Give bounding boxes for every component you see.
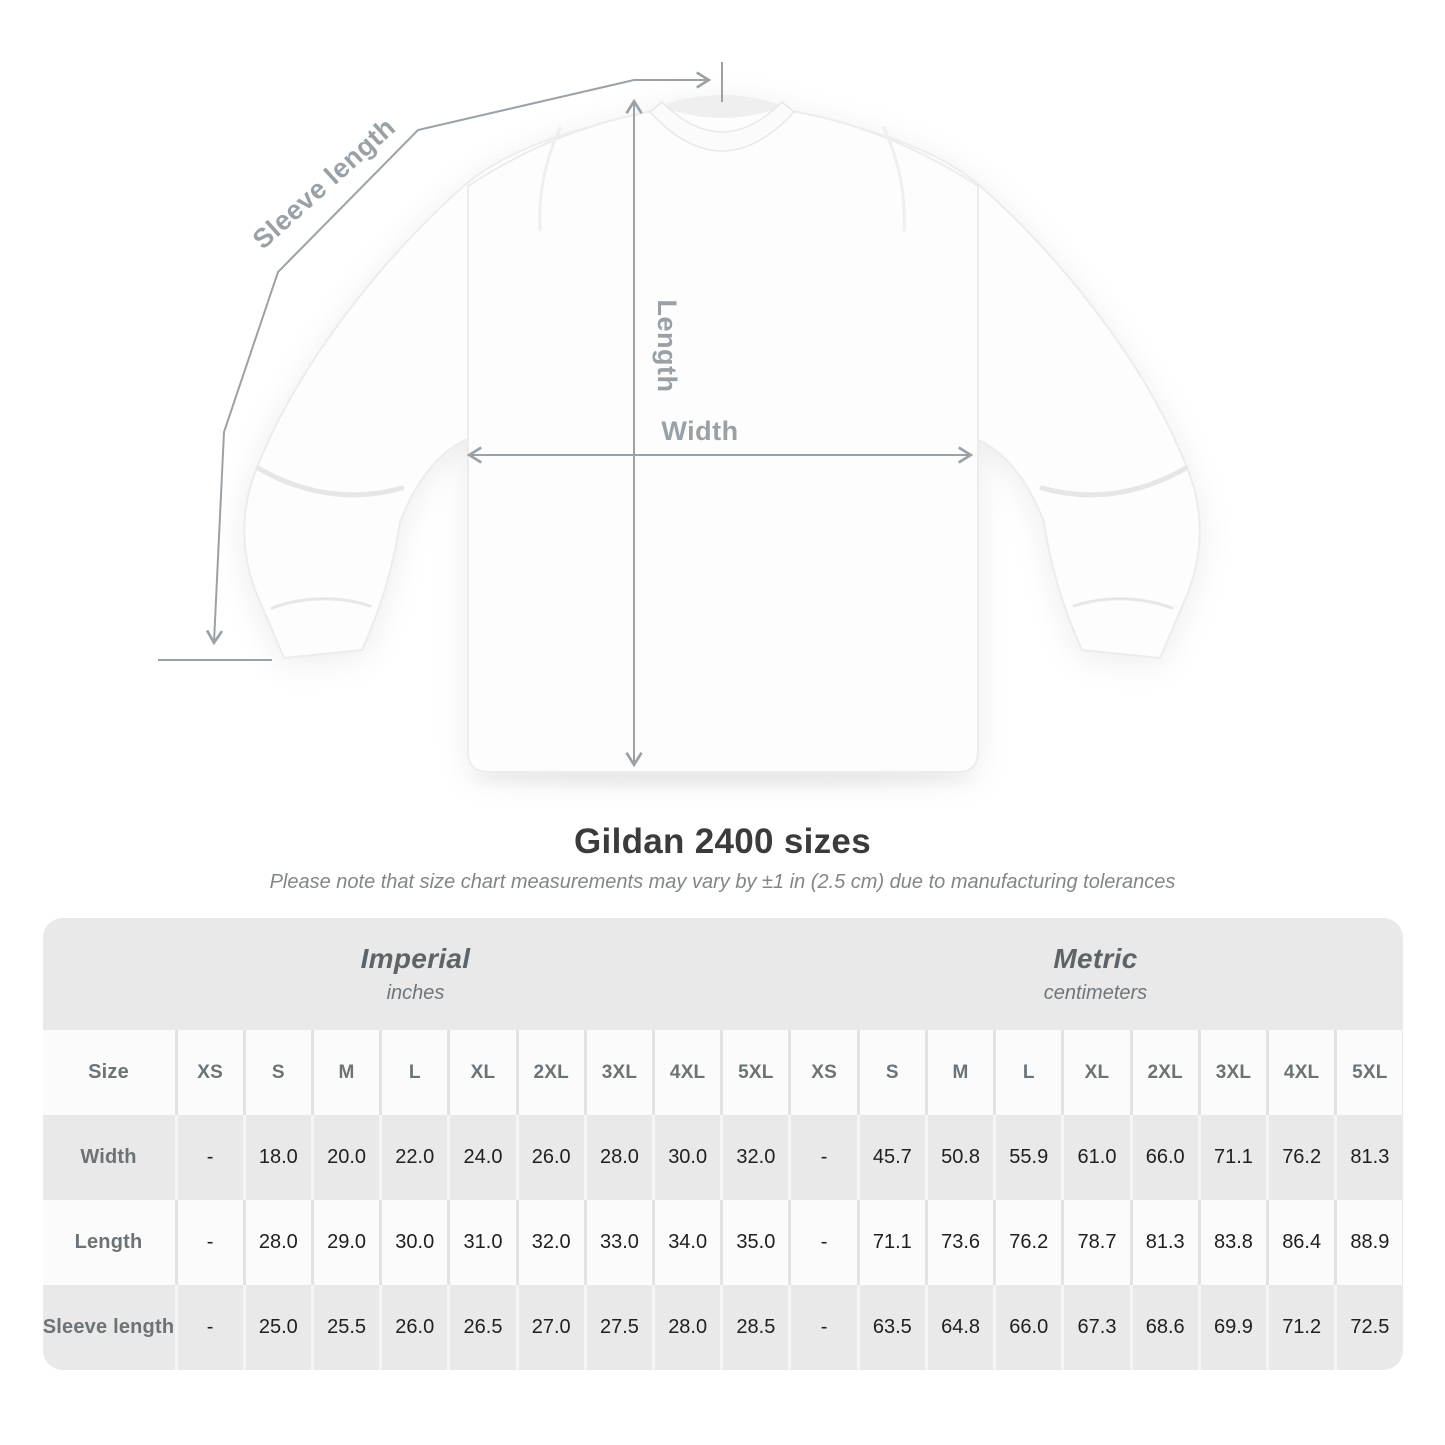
- value-cell: 33.0: [584, 1200, 652, 1285]
- value-cell: 88.9: [1334, 1200, 1402, 1285]
- size-header-cell: 4XL: [652, 1030, 720, 1115]
- value-cell: 32.0: [516, 1200, 584, 1285]
- metric-header-unit: centimeters: [1043, 982, 1148, 1004]
- size-header-cell: L: [379, 1030, 447, 1115]
- value-cell: 45.7: [857, 1115, 925, 1200]
- value-cell: 24.0: [447, 1115, 515, 1200]
- value-cell: 71.2: [1266, 1285, 1334, 1370]
- value-cell: 27.0: [516, 1285, 584, 1370]
- value-cell: 26.5: [447, 1285, 515, 1370]
- size-header-cell: 5XL: [720, 1030, 788, 1115]
- size-header-cell: M: [925, 1030, 993, 1115]
- value-cell: 32.0: [720, 1115, 788, 1200]
- value-cell: 25.0: [243, 1285, 311, 1370]
- value-cell: 30.0: [379, 1200, 447, 1285]
- size-header-cell: M: [311, 1030, 379, 1115]
- value-cell: 28.5: [720, 1285, 788, 1370]
- page-title: Gildan 2400 sizes: [574, 822, 871, 861]
- value-cell: 28.0: [584, 1115, 652, 1200]
- size-table: [43, 918, 1403, 1370]
- size-header-cell: 4XL: [1266, 1030, 1334, 1115]
- value-cell: -: [175, 1285, 243, 1370]
- value-cell: 86.4: [1266, 1200, 1334, 1285]
- value-cell: -: [788, 1285, 856, 1370]
- size-header-cell: XS: [788, 1030, 856, 1115]
- value-cell: 28.0: [243, 1200, 311, 1285]
- value-cell: 35.0: [720, 1200, 788, 1285]
- value-cell: 29.0: [311, 1200, 379, 1285]
- value-cell: 55.9: [993, 1115, 1061, 1200]
- value-cell: -: [175, 1115, 243, 1200]
- value-cell: -: [788, 1115, 856, 1200]
- value-cell: 61.0: [1061, 1115, 1129, 1200]
- value-cell: 73.6: [925, 1200, 993, 1285]
- metric-header: [788, 918, 1402, 1030]
- value-cell: 71.1: [1198, 1115, 1266, 1200]
- size-header-cell: S: [243, 1030, 311, 1115]
- value-cell: 68.6: [1130, 1285, 1198, 1370]
- value-cell: -: [788, 1200, 856, 1285]
- size-header-cell: S: [857, 1030, 925, 1115]
- size-header-cell: L: [993, 1030, 1061, 1115]
- size-header-cell: 2XL: [516, 1030, 584, 1115]
- value-cell: 63.5: [857, 1285, 925, 1370]
- size-header-cell: 5XL: [1334, 1030, 1402, 1115]
- width-label: Width: [661, 416, 739, 446]
- value-cell: 18.0: [243, 1115, 311, 1200]
- value-cell: 78.7: [1061, 1200, 1129, 1285]
- row-label: Length: [43, 1200, 175, 1285]
- size-column-header: Size: [43, 1030, 175, 1115]
- value-cell: 31.0: [447, 1200, 515, 1285]
- value-cell: 26.0: [379, 1285, 447, 1370]
- value-cell: 64.8: [925, 1285, 993, 1370]
- value-cell: 69.9: [1198, 1285, 1266, 1370]
- value-cell: 26.0: [516, 1115, 584, 1200]
- size-header-cell: XL: [1061, 1030, 1129, 1115]
- size-header-cell: XL: [447, 1030, 515, 1115]
- value-cell: 67.3: [1061, 1285, 1129, 1370]
- imperial-header-title: Imperial: [360, 943, 471, 974]
- value-cell: 66.0: [993, 1285, 1061, 1370]
- row-label: Width: [43, 1115, 175, 1200]
- value-cell: 81.3: [1334, 1115, 1402, 1200]
- sleeve-length-label: Sleeve length: [246, 111, 402, 255]
- value-cell: 22.0: [379, 1115, 447, 1200]
- value-cell: 34.0: [652, 1200, 720, 1285]
- size-header-cell: XS: [175, 1030, 243, 1115]
- value-cell: 71.1: [857, 1200, 925, 1285]
- imperial-header-unit: inches: [386, 982, 445, 1004]
- metric-header-title: Metric: [1053, 943, 1138, 974]
- value-cell: 76.2: [1266, 1115, 1334, 1200]
- size-header-cell: 3XL: [584, 1030, 652, 1115]
- value-cell: 81.3: [1130, 1200, 1198, 1285]
- value-cell: 76.2: [993, 1200, 1061, 1285]
- value-cell: 72.5: [1334, 1285, 1402, 1370]
- value-cell: -: [175, 1200, 243, 1285]
- value-cell: 83.8: [1198, 1200, 1266, 1285]
- value-cell: 28.0: [652, 1285, 720, 1370]
- value-cell: 27.5: [584, 1285, 652, 1370]
- value-cell: 50.8: [925, 1115, 993, 1200]
- length-label: Length: [652, 299, 682, 393]
- value-cell: 25.5: [311, 1285, 379, 1370]
- value-cell: 20.0: [311, 1115, 379, 1200]
- value-cell: 30.0: [652, 1115, 720, 1200]
- size-header-cell: 3XL: [1198, 1030, 1266, 1115]
- size-header-cell: 2XL: [1130, 1030, 1198, 1115]
- imperial-header: [43, 918, 789, 1030]
- value-cell: 66.0: [1130, 1115, 1198, 1200]
- row-label: Sleeve length: [43, 1285, 175, 1370]
- tolerance-note: Please note that size chart measurements may vary by ±1 in (2.5 cm) due to manufacturing tolerances: [269, 871, 1176, 893]
